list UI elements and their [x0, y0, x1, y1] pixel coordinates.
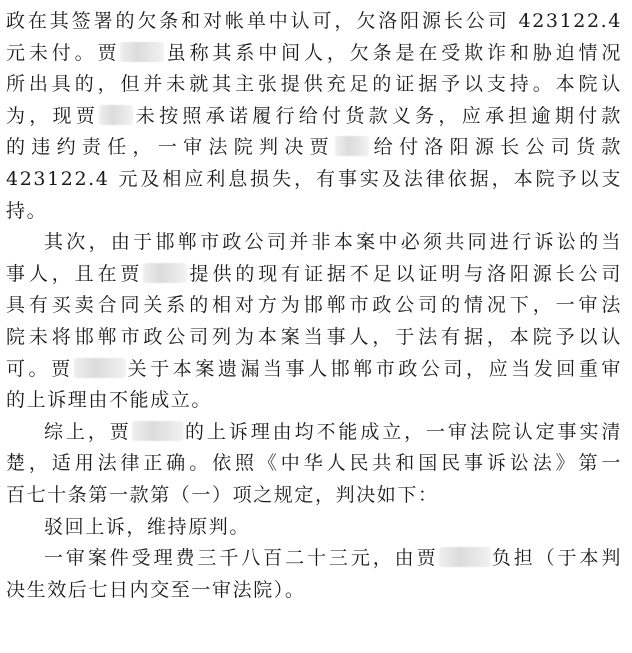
paragraph-3	[6, 417, 622, 512]
text-line: 院未将邯郸市政公司列为本案当事人，于法有据，本院予以认	[6, 325, 622, 348]
text-line: 事人，且在贾 提供的现有证据不足以证明与洛阳源长公司	[6, 262, 622, 285]
text-line: 决生效后七日内交至一审法院）。	[6, 578, 306, 601]
text-line: 的上诉理由不能成立。	[6, 389, 213, 412]
text-line: 一审案件受理费三千八百二十三元，由贾 负担（于本判	[44, 547, 622, 570]
redacted-name	[143, 263, 187, 283]
text-line: 政在其签署的欠条和对帐单中认可，欠洛阳源长公司 423122.4	[6, 10, 622, 32]
text-line: 综上，贾 的上诉理由均不能成立，一审法院认定事实清	[44, 420, 622, 443]
text-line: 楚，适用法律正确。依照《中华人民共和国民事诉讼法》第一	[6, 452, 622, 475]
paragraph-4	[6, 512, 622, 544]
text-line: 为，现贾 未按照承诺履行给付货款义务，应承担逾期付款	[6, 104, 622, 127]
text-line: 具有买卖合同关系的相对方为邯郸市政公司的情况下，一审法	[6, 294, 622, 317]
paragraph-5	[6, 543, 622, 606]
paragraph-2	[6, 227, 622, 417]
text-line: 的违约责任，一审法院判决贾 给付洛阳源长公司货款	[6, 136, 622, 159]
redacted-name	[335, 136, 369, 156]
text-line: 其次，由于邯郸市政公司并非本案中必须共同进行诉讼的当	[44, 231, 622, 254]
text-line: 驳回上诉，维持原判。	[44, 515, 251, 538]
text-line: 423122.4 元及相应利息损失，有事实及法律依据，本院予以支	[6, 167, 622, 190]
redacted-name	[99, 105, 133, 125]
redacted-name	[74, 358, 126, 378]
text-line: 所出具的，但并未就其主张提供充足的证据予以支持。本院认	[6, 73, 622, 96]
paragraph-1	[6, 6, 622, 227]
text-line: 百七十条第一款第（一）项之规定，判决如下：	[6, 483, 439, 506]
text-line: 持。	[6, 199, 48, 222]
redacted-name	[132, 421, 184, 441]
redacted-name	[120, 42, 164, 62]
text-line: 可。贾 关于本案遗漏当事人邯郸市政公司，应当发回重审	[6, 357, 622, 380]
text-line: 元未付。贾 虽称其系中间人，欠条是在受欺诈和胁迫情况	[6, 41, 622, 64]
redacted-name	[439, 547, 491, 567]
